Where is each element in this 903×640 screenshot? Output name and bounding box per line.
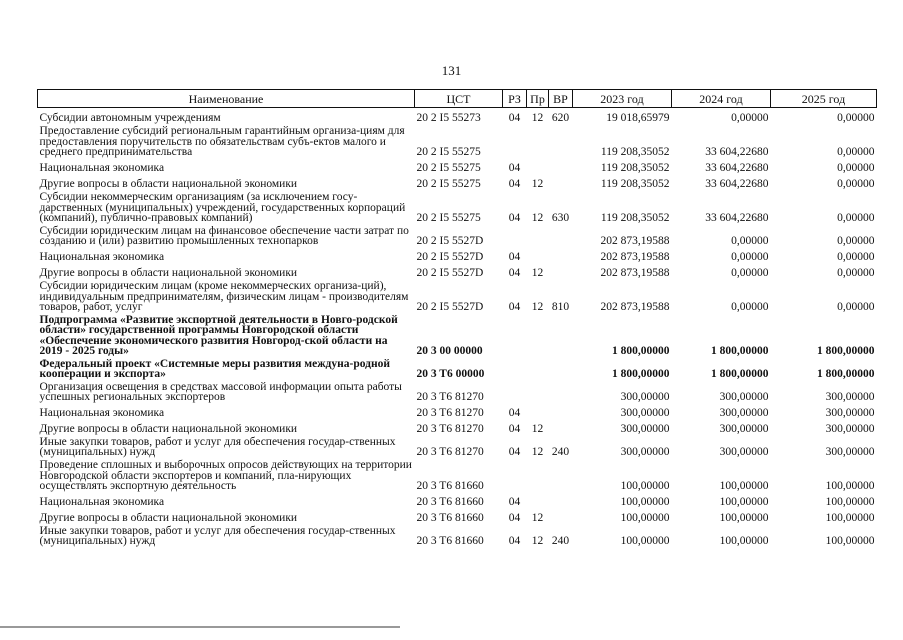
cell-2024: 33 604,22680: [705, 162, 769, 174]
cell-2024: 0,00000: [731, 112, 769, 124]
header-vr: ВР: [549, 90, 573, 108]
cell-2023: 100,00000: [620, 512, 670, 524]
cell-2025: 300,00000: [825, 391, 875, 403]
table-row: [38, 357, 877, 380]
cell-2024: 1 800,00000: [711, 345, 769, 357]
cell-vr: [549, 492, 573, 508]
table-row: [38, 190, 877, 224]
cell-rz: 04: [508, 446, 521, 458]
table-row: [38, 263, 877, 279]
cell-pr: [527, 403, 549, 419]
cell-name: Другие вопросы в области национальной экономики: [39, 512, 298, 524]
cell-vr: 630: [551, 212, 570, 224]
cell-cst: 20 2 I5 5527D: [416, 235, 484, 247]
page-number: 131: [441, 63, 462, 78]
cell-pr: [527, 158, 549, 174]
cell-2025: 0,00000: [837, 235, 875, 247]
cell-pr: [527, 313, 549, 357]
cell-2025: 100,00000: [825, 480, 875, 492]
cell-vr: [549, 174, 573, 190]
cell-pr: [527, 247, 549, 263]
cell-cst: 20 3 T6 81270: [416, 423, 484, 435]
cell-rz: [503, 224, 527, 247]
cell-2023: 100,00000: [620, 480, 670, 492]
cell-2023: 300,00000: [620, 446, 670, 458]
cell-rz: [503, 124, 527, 158]
cell-cst: 20 3 T6 81270: [416, 446, 484, 458]
cell-cst: 20 3 T6 81660: [416, 480, 484, 492]
cell-cst: 20 3 00 00000: [416, 345, 483, 357]
table-row: [38, 380, 877, 403]
cell-2025: 1 800,00000: [817, 345, 875, 357]
cell-pr: [527, 224, 549, 247]
table-row: [38, 492, 877, 508]
cell-rz: 04: [508, 251, 521, 263]
cell-pr: 12: [531, 512, 544, 524]
cell-2023: 300,00000: [620, 407, 670, 419]
cell-cst: 20 3 T6 81660: [416, 512, 484, 524]
cell-2025: 0,00000: [837, 112, 875, 124]
table-row: [38, 435, 877, 458]
cell-2024: 300,00000: [719, 423, 769, 435]
cell-2025: 300,00000: [825, 407, 875, 419]
cell-name: Предоставление субсидий региональным гарантийным организа-циям для предоставления поручительств по обязательствам субъ-ектов малого и среднего предпринимательства: [39, 125, 405, 158]
cell-cst: 20 2 I5 55275: [416, 162, 481, 174]
cell-name: Национальная экономика: [39, 162, 165, 174]
cell-cst: 20 2 I5 5527D: [416, 251, 484, 263]
header-name: Наименование: [38, 90, 415, 108]
cell-2023: 1 800,00000: [612, 345, 670, 357]
cell-vr: 810: [551, 301, 570, 313]
cell-cst: 20 2 I5 55275: [416, 146, 481, 158]
cell-2023: 119 208,35052: [600, 162, 670, 174]
cell-cst: 20 2 I5 5527D: [416, 267, 484, 279]
cell-vr: [549, 357, 573, 380]
cell-vr: [549, 403, 573, 419]
cell-name: Другие вопросы в области национальной экономики: [39, 267, 298, 279]
cell-rz: 04: [508, 112, 521, 124]
table-row: [38, 224, 877, 247]
cell-name: Федеральный проект «Системные меры развития междуна-родной кооперации и экспорта»: [39, 357, 390, 380]
cell-rz: 04: [508, 512, 521, 524]
cell-2024: 33 604,22680: [705, 146, 769, 158]
cell-name: Подпрограмма «Развитие экспортной деятельности в Новго-родской области» государственной программы Новгородской области «Обеспечение экономического развития Новгород-ской области на 2019 - 2025 годы»: [39, 313, 398, 357]
budget-table: [37, 89, 877, 547]
cell-pr: 12: [531, 112, 544, 124]
cell-2023: 202 873,19588: [600, 267, 670, 279]
cell-cst: 20 3 T6 81270: [416, 407, 484, 419]
cell-vr: [549, 458, 573, 492]
cell-pr: 12: [531, 423, 544, 435]
cell-2025: 0,00000: [837, 301, 875, 313]
table-row: [38, 458, 877, 492]
header-2025: 2025 год: [771, 90, 877, 108]
header-cst: ЦСТ: [415, 90, 503, 108]
cell-2023: 119 208,35052: [600, 146, 670, 158]
cell-cst: 20 2 I5 55273: [416, 112, 481, 124]
cell-name: Субсидии юридическим лицам на финансовое обеспечение части затрат по созданию и (или) развитию промышленных технопарков: [39, 224, 409, 247]
header-rz: РЗ: [503, 90, 527, 108]
table-row: [38, 174, 877, 190]
cell-rz: [503, 458, 527, 492]
cell-2024: 100,00000: [719, 480, 769, 492]
cell-vr: 240: [551, 446, 570, 458]
cell-2025: 100,00000: [825, 535, 875, 547]
cell-2025: 0,00000: [837, 251, 875, 263]
header-2023: 2023 год: [573, 90, 672, 108]
cell-name: Проведение сплошных и выборочных опросов действующих на территории Новгородской области экспортеров и компаний, пла-нирующих осуществлять экспортную деятельность: [39, 459, 412, 492]
cell-vr: [549, 263, 573, 279]
cell-name: Субсидии юридическим лицам (кроме некоммерческих организа-ций), индивидуальным предпринимателям, физическим лицам - производителям товаров, работ, услуг: [39, 280, 409, 313]
header-pr: Пр: [527, 90, 549, 108]
cell-2025: 0,00000: [837, 162, 875, 174]
cell-2025: 0,00000: [837, 146, 875, 158]
cell-2023: 202 873,19588: [600, 235, 670, 247]
cell-pr: 12: [531, 301, 544, 313]
cell-2024: 1 800,00000: [711, 368, 769, 380]
cell-pr: [527, 458, 549, 492]
table-header-row: [38, 90, 877, 108]
cell-rz: 04: [508, 267, 521, 279]
cell-rz: [503, 357, 527, 380]
cell-pr: [527, 492, 549, 508]
table-row: [38, 419, 877, 435]
cell-vr: 620: [551, 112, 570, 124]
table-row: [38, 524, 877, 547]
cell-2023: 19 018,65979: [606, 112, 670, 124]
cell-name: Национальная экономика: [39, 251, 165, 263]
cell-2024: 33 604,22680: [705, 178, 769, 190]
cell-name: Другие вопросы в области национальной экономики: [39, 423, 298, 435]
cell-2023: 300,00000: [620, 423, 670, 435]
cell-pr: 12: [531, 178, 544, 190]
cell-pr: 12: [531, 267, 544, 279]
cell-2024: 0,00000: [731, 267, 769, 279]
cell-rz: [503, 313, 527, 357]
cell-2024: 0,00000: [731, 301, 769, 313]
cell-2025: 100,00000: [825, 512, 875, 524]
cell-name: Иные закупки товаров, работ и услуг для обеспечения государ-ственных (муниципальных) нужд: [39, 524, 396, 547]
cell-2024: 100,00000: [719, 535, 769, 547]
cell-vr: [549, 224, 573, 247]
cell-name: Национальная экономика: [39, 407, 165, 419]
cell-2024: 33 604,22680: [705, 212, 769, 224]
cell-2024: 300,00000: [719, 391, 769, 403]
cell-2024: 100,00000: [719, 496, 769, 508]
cell-rz: 04: [508, 301, 521, 313]
table-row: [38, 124, 877, 158]
cell-pr: 12: [531, 535, 544, 547]
cell-2023: 119 208,35052: [600, 178, 670, 190]
table-row: [38, 158, 877, 174]
header-2024: 2024 год: [672, 90, 771, 108]
cell-name: Субсидии некоммерческим организациям (за исключением госу-дарственных (муниципальных) учреждений, государственных корпораций (компаний), публично-правовых компаний): [39, 191, 406, 224]
cell-2025: 1 800,00000: [817, 368, 875, 380]
cell-2023: 119 208,35052: [600, 212, 670, 224]
cell-rz: 04: [508, 162, 521, 174]
cell-2024: 300,00000: [719, 407, 769, 419]
cell-vr: [549, 380, 573, 403]
cell-pr: [527, 357, 549, 380]
table-row: [38, 508, 877, 524]
cell-2023: 100,00000: [620, 496, 670, 508]
cell-2023: 100,00000: [620, 535, 670, 547]
table-row: [38, 279, 877, 313]
cell-name: Организация освещения в средствах массовой информации опыта работы успешных региональных экспортеров: [39, 380, 402, 403]
cell-2025: 300,00000: [825, 423, 875, 435]
cell-2024: 0,00000: [731, 251, 769, 263]
cell-rz: 04: [508, 496, 521, 508]
cell-2023: 1 800,00000: [612, 368, 670, 380]
table-row: [38, 108, 877, 124]
cell-cst: 20 3 T6 81660: [416, 496, 484, 508]
cell-vr: [549, 419, 573, 435]
cell-2023: 202 873,19588: [600, 301, 670, 313]
cell-2023: 300,00000: [620, 391, 670, 403]
cell-cst: 20 3 T6 81660: [416, 535, 484, 547]
cell-name: Другие вопросы в области национальной экономики: [39, 178, 298, 190]
cell-2024: 300,00000: [719, 446, 769, 458]
cell-rz: 04: [508, 535, 521, 547]
footer-divider: [0, 626, 400, 628]
cell-2023: 202 873,19588: [600, 251, 670, 263]
cell-pr: 12: [531, 212, 544, 224]
cell-cst: 20 2 I5 5527D: [416, 301, 484, 313]
table-row: [38, 247, 877, 263]
cell-vr: [549, 247, 573, 263]
cell-cst: 20 3 T6 00000: [416, 368, 485, 380]
cell-rz: 04: [508, 178, 521, 190]
cell-vr: [549, 158, 573, 174]
cell-2024: 0,00000: [731, 235, 769, 247]
cell-2025: 0,00000: [837, 212, 875, 224]
cell-pr: 12: [531, 446, 544, 458]
cell-pr: [527, 124, 549, 158]
cell-cst: 20 2 I5 55275: [416, 212, 481, 224]
cell-2025: 100,00000: [825, 496, 875, 508]
cell-2025: 300,00000: [825, 446, 875, 458]
cell-rz: 04: [508, 423, 521, 435]
cell-cst: 20 3 T6 81270: [416, 391, 484, 403]
table-row: [38, 403, 877, 419]
cell-2024: 100,00000: [719, 512, 769, 524]
cell-name: Субсидии автономным учреждениям: [39, 112, 221, 124]
cell-rz: [503, 380, 527, 403]
cell-rz: 04: [508, 212, 521, 224]
cell-rz: 04: [508, 407, 521, 419]
cell-cst: 20 2 I5 55275: [416, 178, 481, 190]
cell-name: Иные закупки товаров, работ и услуг для обеспечения государ-ственных (муниципальных) нужд: [39, 435, 396, 458]
table-row: [38, 313, 877, 357]
cell-vr: [549, 508, 573, 524]
table-body: [38, 108, 877, 547]
cell-vr: [549, 313, 573, 357]
cell-vr: [549, 124, 573, 158]
cell-name: Национальная экономика: [39, 496, 165, 508]
cell-vr: 240: [551, 535, 570, 547]
cell-2025: 0,00000: [837, 178, 875, 190]
cell-2025: 0,00000: [837, 267, 875, 279]
cell-pr: [527, 380, 549, 403]
